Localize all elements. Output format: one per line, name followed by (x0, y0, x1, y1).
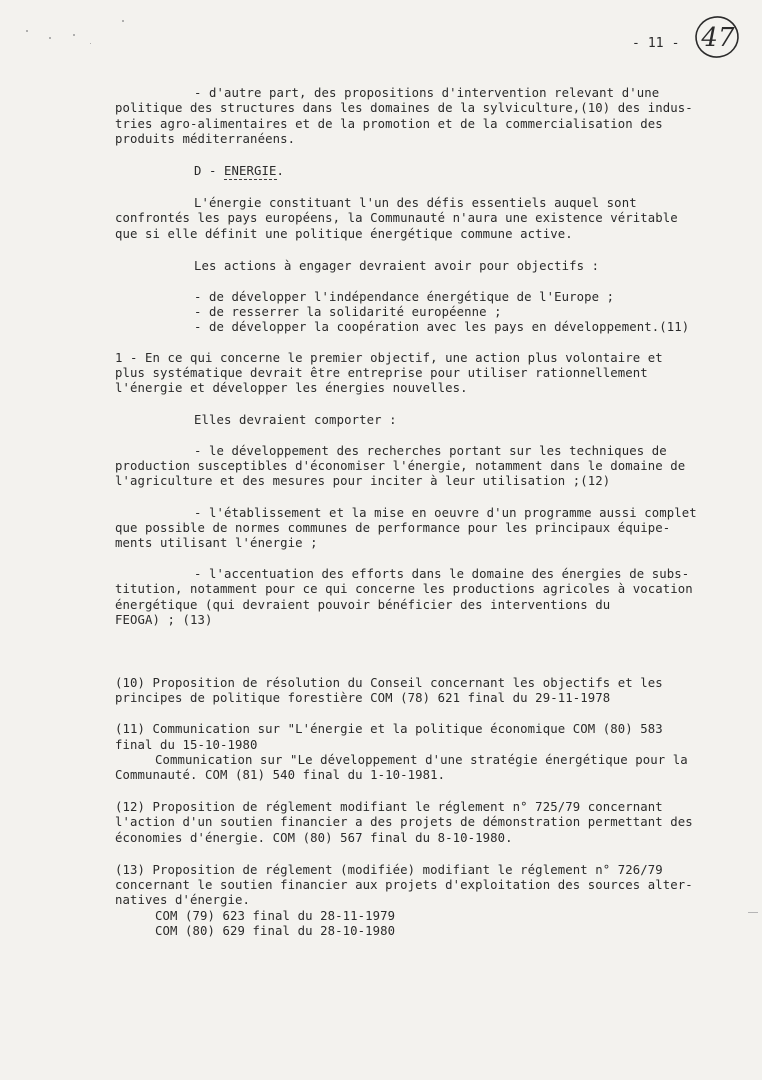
scan-speck (73, 34, 75, 36)
text-line: concernant le soutien financier aux projets d'exploitation des sources alter- (115, 878, 693, 892)
text-line: natives d'énergie. (115, 893, 251, 907)
section-title: ENERGIE (224, 164, 277, 178)
page-number: - 11 - (632, 36, 680, 51)
list-item: - de développer la coopération avec les pays en développement.(11) (194, 320, 690, 334)
text-line: titution, notamment pour ce qui concerne les productions agricoles à vocation (115, 582, 693, 596)
comport-intro: Elles devraient comporter : (194, 413, 397, 427)
text-line: l'énergie et développer les énergies nouvelles. (115, 381, 468, 395)
handwritten-circle-icon (693, 13, 743, 61)
section-prefix: D - (194, 164, 225, 178)
text-line: l'action d'un soutien financier a des projets de démonstration permettant des (115, 815, 693, 829)
section-suffix: . (276, 164, 285, 178)
text-line: - le développement des recherches portant sur les techniques de (194, 444, 667, 458)
text-line: énergétique (qui devraient pouvoir bénéficier des interventions du (115, 598, 611, 612)
scan-speck (49, 37, 51, 39)
text-line: confrontés les pays européens, la Communauté n'aura une existence véritable (115, 211, 678, 225)
handwritten-page-number (693, 13, 743, 61)
scan-edge-mark (748, 912, 758, 913)
text-line: (10) Proposition de résolution du Conseil concernant les objectifs et les (115, 676, 663, 690)
text-line: Communication sur "Le développement d'une stratégie énergétique pour la (155, 753, 688, 767)
text-line: (13) Proposition de réglement (modifiée) modifiant le réglement n° 726/79 (115, 863, 663, 877)
text-line: produits méditerranéens. (115, 132, 296, 146)
text-line: plus systématique devrait être entreprise pour utiliser rationnellement (115, 366, 648, 380)
section-heading (194, 164, 284, 179)
text-line: principes de politique forestière COM (78) 621 final du 29-11-1978 (115, 691, 611, 705)
text-line: (12) Proposition de réglement modifiant le réglement n° 725/79 concernant (115, 800, 663, 814)
text-line: - d'autre part, des propositions d'intervention relevant d'une (194, 86, 660, 100)
objectives-intro: Les actions à engager devraient avoir pour objectifs : (194, 259, 600, 273)
text-line: - l'établissement et la mise en oeuvre d'un programme aussi complet (194, 506, 697, 520)
text-line: COM (80) 629 final du 28-10-1980 (155, 924, 396, 938)
scan-speck (122, 20, 124, 22)
text-line: Communauté. COM (81) 540 final du 1-10-1981. (115, 768, 446, 782)
text-line: production susceptibles d'économiser l'énergie, notamment dans le domaine de (115, 459, 686, 473)
scan-speck (26, 30, 28, 32)
text-line: tries agro-alimentaires et de la promotion et de la commercialisation des (115, 117, 663, 131)
text-line: 1 - En ce qui concerne le premier objectif, une action plus volontaire et (115, 351, 663, 365)
handwritten-number-text: 47 (701, 23, 735, 53)
text-line: politique des structures dans les domaines de la sylviculture,(10) des indus- (115, 101, 693, 115)
text-line: final du 15-10-1980 (115, 738, 258, 752)
text-line: ments utilisant l'énergie ; (115, 536, 318, 550)
text-line: - l'accentuation des efforts dans le domaine des énergies de subs- (194, 567, 690, 581)
text-line: que possible de normes communes de performance pour les principaux équipe- (115, 521, 671, 535)
text-line: l'agriculture et des mesures pour inciter à leur utilisation ;(12) (115, 474, 611, 488)
text-line: que si elle définit une politique énergétique commune active. (115, 227, 573, 241)
scan-speck (90, 43, 91, 44)
text-line: économies d'énergie. COM (80) 567 final du 8-10-1980. (115, 831, 513, 845)
text-line: L'énergie constituant l'un des défis essentiels auquel sont (194, 196, 637, 210)
text-line: (11) Communication sur "L'énergie et la politique économique COM (80) 583 (115, 722, 663, 736)
list-item: - de développer l'indépendance énergétique de l'Europe ; (194, 290, 615, 304)
list-item: - de resserrer la solidarité européenne ; (194, 305, 502, 319)
text-line: COM (79) 623 final du 28-11-1979 (155, 909, 396, 923)
text-line: FEOGA) ; (13) (115, 613, 213, 627)
